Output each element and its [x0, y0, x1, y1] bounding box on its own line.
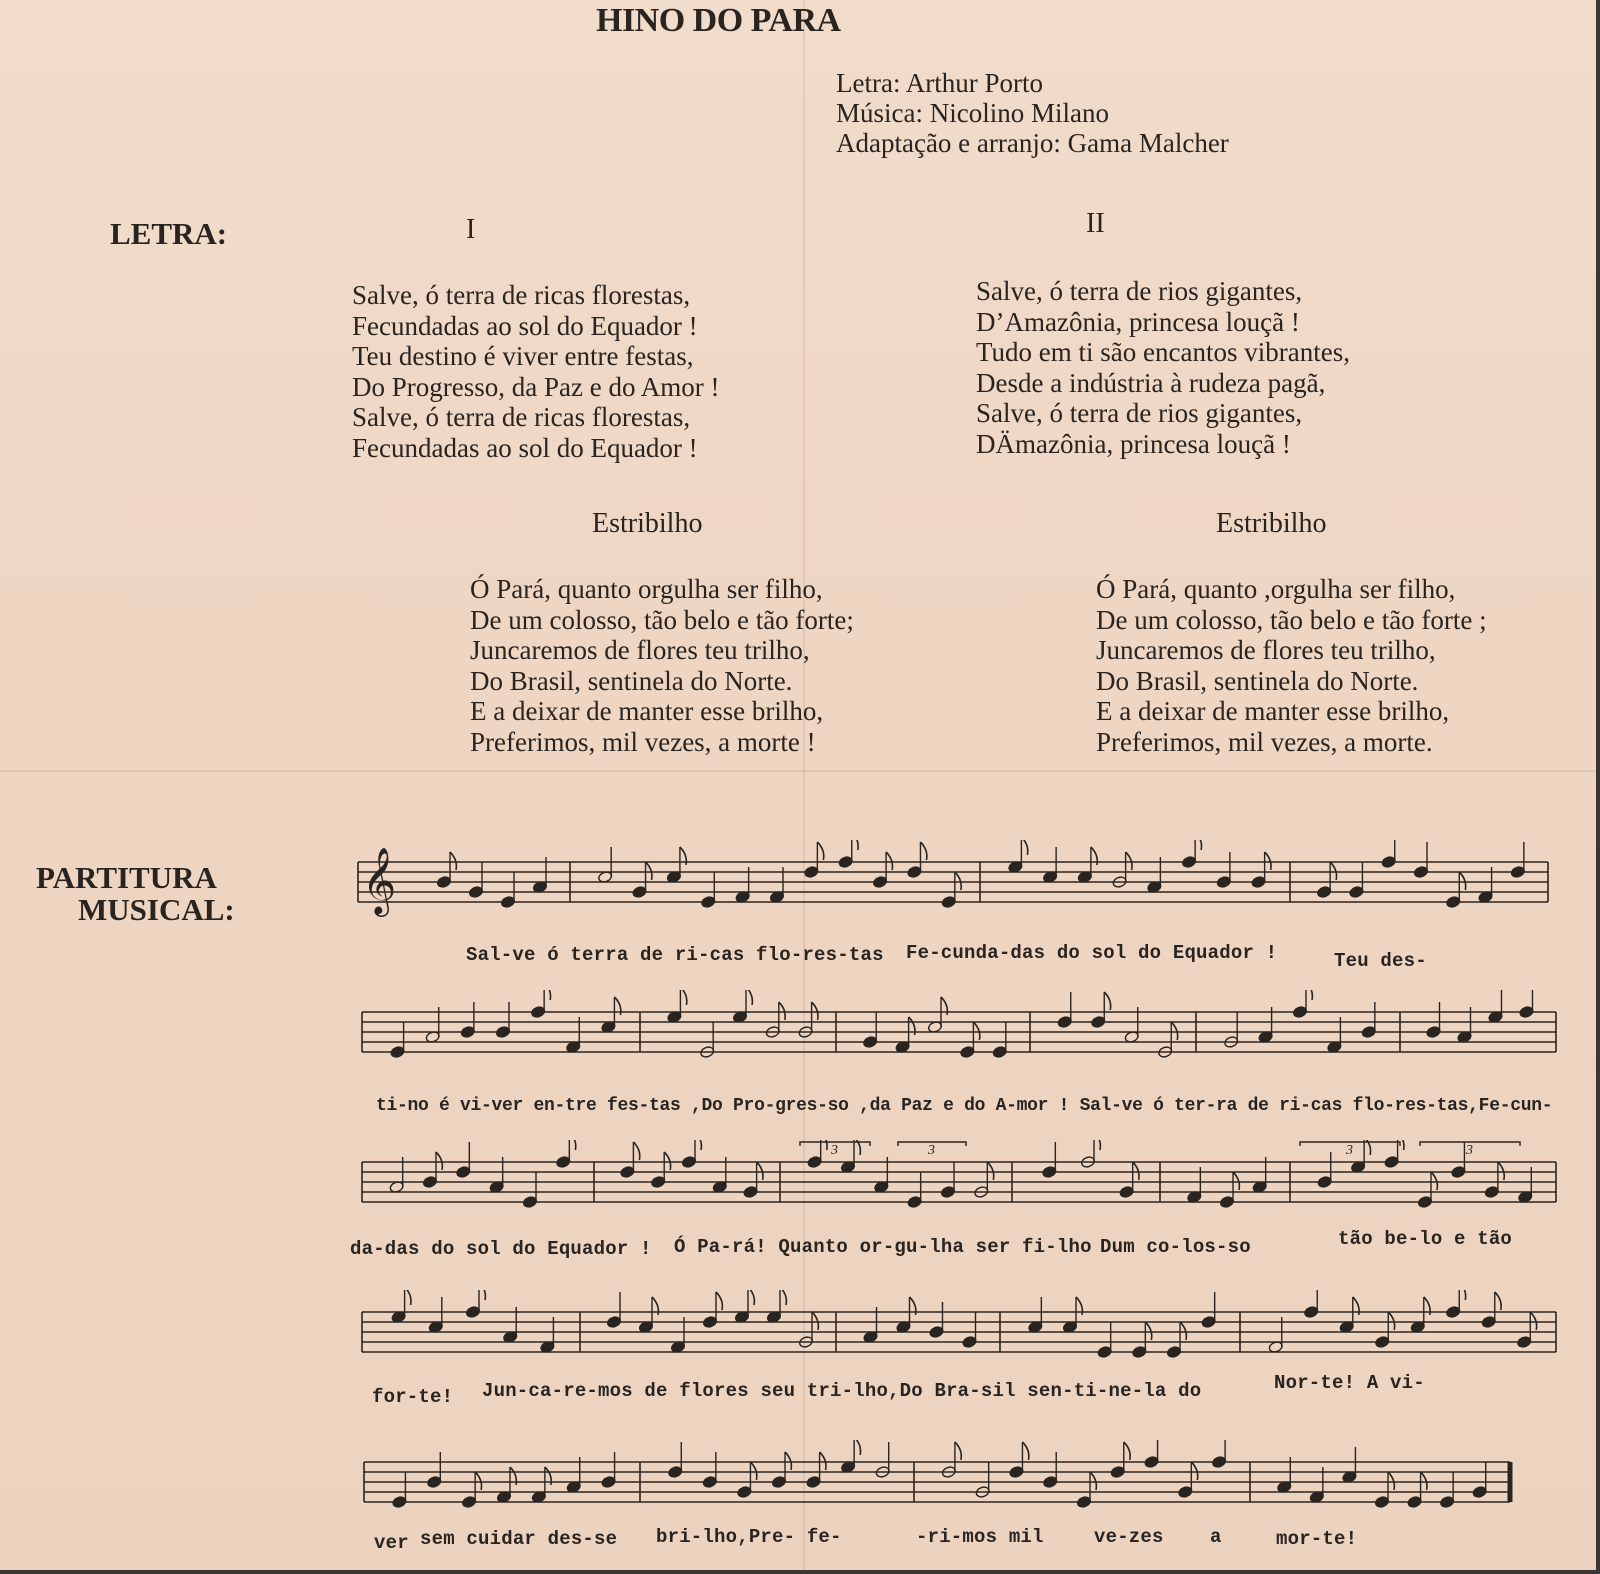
credit-music: Música: Nicolino Milano	[836, 98, 1109, 128]
note-flag	[780, 1290, 786, 1305]
note-flag	[812, 1002, 818, 1020]
note-flag	[450, 852, 456, 870]
score-lyric: Fe-cunda-das do sol do Equador !	[906, 942, 1278, 964]
note-flag	[1330, 862, 1336, 880]
score-lyric: sem cuidar des-se	[420, 1528, 618, 1550]
score-lyric: for-te!	[372, 1386, 454, 1408]
note-flag	[817, 842, 823, 860]
stanza-line: Salve, ó terra de rios gigantes,	[976, 276, 1303, 306]
stanza-line: Salve, ó terra de ricas florestas,	[352, 402, 691, 432]
refrain-2	[1096, 574, 1487, 757]
note-flag	[854, 1440, 860, 1455]
scan-edge-right	[1596, 0, 1600, 1574]
stanza-1-numeral: I	[466, 214, 476, 245]
note-flag	[1090, 1472, 1096, 1490]
score-lyric: Teu des-	[1334, 950, 1427, 972]
score-lyric: -ri-mos mil	[916, 1526, 1044, 1548]
note-flag	[716, 1292, 722, 1310]
refrain-line: Ó Pará, quanto ,orgulha ser filho,	[1096, 574, 1456, 604]
refrain-line: Do Brasil, sentinela do Norte.	[1096, 665, 1419, 696]
refrain-line: Preferimos, mil vezes, a morte !	[470, 726, 816, 757]
note-flag	[1124, 1442, 1130, 1460]
music-staff-1	[0, 840, 1600, 950]
refrain-2-title: Estribilho	[1216, 508, 1327, 539]
refrain-line: Do Brasil, sentinela do Norte.	[470, 665, 793, 696]
refrain-line: E a deixar de manter esse brilho,	[1096, 696, 1450, 726]
note-flag	[820, 1452, 826, 1470]
note-flag	[1145, 1322, 1151, 1340]
score-lyric: da-das do sol do Equador !	[350, 1238, 652, 1260]
note-flag	[1233, 1172, 1239, 1190]
refrain-line: De um colosso, tão belo e tão forte;	[470, 604, 854, 635]
score-lyric: Sal-ve ó terra de ri-cas flo-res-tas	[466, 944, 884, 966]
note-flag	[569, 1140, 575, 1150]
music-staff-2	[0, 990, 1600, 1100]
note-flag	[852, 840, 858, 850]
refrain-line: Juncaremos de flores teu trilho,	[470, 635, 810, 665]
partitura-label-line-1: PARTITURA	[36, 860, 217, 895]
note-flag	[1171, 1022, 1177, 1040]
staff-lines	[358, 862, 1548, 902]
note-flag	[973, 1022, 979, 1040]
credit-lyrics: Letra: Arthur Porto	[836, 68, 1043, 98]
refrain-line: E a deixar de manter esse brilho,	[470, 696, 824, 726]
stanza-line: Tudo em ti são encantos vibrantes,	[976, 337, 1350, 367]
page-title: HINO DO PARA	[596, 2, 841, 39]
note-flag	[1306, 990, 1312, 1000]
staff-lines	[362, 1012, 1556, 1052]
stanza-line: DÄmazônia, princesa louçã !	[976, 428, 1291, 459]
credits-block	[836, 68, 1229, 158]
note-flag	[1498, 1162, 1504, 1180]
note-flag	[1388, 1312, 1394, 1330]
score-lyric: Nor-te! A vi-	[1274, 1372, 1425, 1394]
triplet-mark: 3	[1466, 1143, 1473, 1158]
note-flag	[955, 872, 961, 890]
note-flag	[1022, 1442, 1028, 1460]
stanza-2	[976, 276, 1350, 459]
note-flag	[1459, 872, 1465, 890]
stanza-line: D’Amazônia, princesa louçã !	[976, 306, 1300, 337]
scan-edge-bottom	[0, 1570, 1600, 1574]
stanza-2-numeral: II	[1086, 208, 1105, 239]
note-flag	[886, 852, 892, 870]
stanza-line: Salve, ó terra de rios gigantes,	[976, 398, 1303, 428]
credit-arrangement: Adaptação e arranjo: Gama Malcher	[836, 128, 1229, 158]
treble-clef-icon: 𝄞	[362, 846, 397, 914]
stanza-line: Salve, ó terra de ricas florestas,	[352, 280, 691, 310]
note-flag	[1094, 1140, 1100, 1150]
note-flag	[1104, 992, 1110, 1010]
refrain-line: De um colosso, tão belo e tão forte ;	[1096, 604, 1487, 635]
note-flag	[1431, 1172, 1437, 1190]
note-flag	[812, 1312, 818, 1330]
stanza-line: Fecundadas ao sol do Equador !	[352, 432, 698, 463]
note-flag	[664, 1152, 670, 1170]
note-flag	[695, 1140, 701, 1150]
stanza-1	[352, 280, 719, 463]
note-flag	[746, 990, 752, 1005]
note-flag	[1195, 840, 1201, 850]
stanza-line: Do Progresso, da Paz e do Amor !	[352, 371, 720, 402]
note-flag	[1133, 1162, 1139, 1180]
note-flag	[646, 862, 652, 880]
refrain-1-title: Estribilho	[592, 508, 703, 539]
refrain-line: Preferimos, mil vezes, a morte.	[1096, 726, 1433, 757]
note-flag	[1459, 1290, 1465, 1300]
score-lyric: Jun-ca-re-mos de flores seu tri-lho,Do Bra-sil sen-ti-ne-la do	[482, 1380, 1202, 1402]
note-flag	[1126, 852, 1132, 870]
letra-label: LETRA:	[110, 216, 228, 251]
score-lyric: tão be-lo e tão	[1338, 1228, 1513, 1250]
triplet-mark: 3	[1346, 1143, 1353, 1158]
note-flag	[405, 1290, 411, 1305]
stanza-line: Desde a indústria à rudeza pagã,	[976, 367, 1326, 398]
stanza-line: Fecundadas ao sol do Equador !	[352, 310, 698, 341]
score-lyric: ver	[374, 1532, 409, 1554]
score-lyric: ve-zes	[1094, 1526, 1164, 1548]
score-lyric: Dum co-los-so	[1100, 1236, 1251, 1258]
note-flag	[748, 1290, 754, 1305]
triplet-mark: 3	[928, 1143, 935, 1158]
refrain-1	[470, 574, 854, 757]
score-lyric: mor-te!	[1276, 1528, 1358, 1550]
note-flag	[757, 1162, 763, 1180]
note-flag	[436, 1152, 442, 1170]
note-flag	[750, 1462, 756, 1480]
refrain-line: Ó Pará, quanto orgulha ser filho,	[470, 574, 823, 604]
note-flag	[1180, 1322, 1186, 1340]
partitura-label-line-2: MUSICAL:	[78, 892, 235, 927]
note-flag	[987, 1162, 993, 1180]
note-flag	[1021, 840, 1027, 855]
note-flag	[1421, 1472, 1427, 1490]
refrain-line: Juncaremos de flores teu trilho,	[1096, 635, 1436, 665]
note-flag	[1265, 852, 1271, 870]
note-flag	[633, 1142, 639, 1160]
stanza-line: Teu destino é viver entre festas,	[352, 341, 694, 371]
note-flag	[955, 1442, 961, 1460]
score-lyric: ti-no é vi-ver en-tre fes-tas ,Do Pro-gres-so ,da Paz e do A-mor ! Sal-ve ó ter-ra de ri-cas flo-res-tas,Fe-cun-	[376, 1096, 1553, 1116]
score-lyric: bri-lho,Pre- fe-	[656, 1526, 842, 1548]
fold-crease-horizontal	[0, 770, 1600, 772]
note-flag	[544, 990, 550, 1000]
note-flag	[779, 1002, 785, 1020]
score-lyric: Ó Pa-rá! Quanto or-gu-lha ser fi-lho	[674, 1236, 1092, 1258]
note-flag	[479, 1290, 485, 1300]
note-flag	[920, 842, 926, 860]
note-flag	[1388, 1472, 1394, 1490]
triplet-mark: 3	[831, 1143, 838, 1158]
note-flag	[1530, 1312, 1536, 1330]
score-lyric: a	[1210, 1526, 1222, 1548]
note-flag	[785, 1452, 791, 1470]
note-flag	[475, 1472, 481, 1490]
note-flag	[1495, 1292, 1501, 1310]
note-flag	[680, 990, 686, 1005]
note-flag	[1191, 1462, 1197, 1480]
staff-lines	[362, 1162, 1556, 1202]
